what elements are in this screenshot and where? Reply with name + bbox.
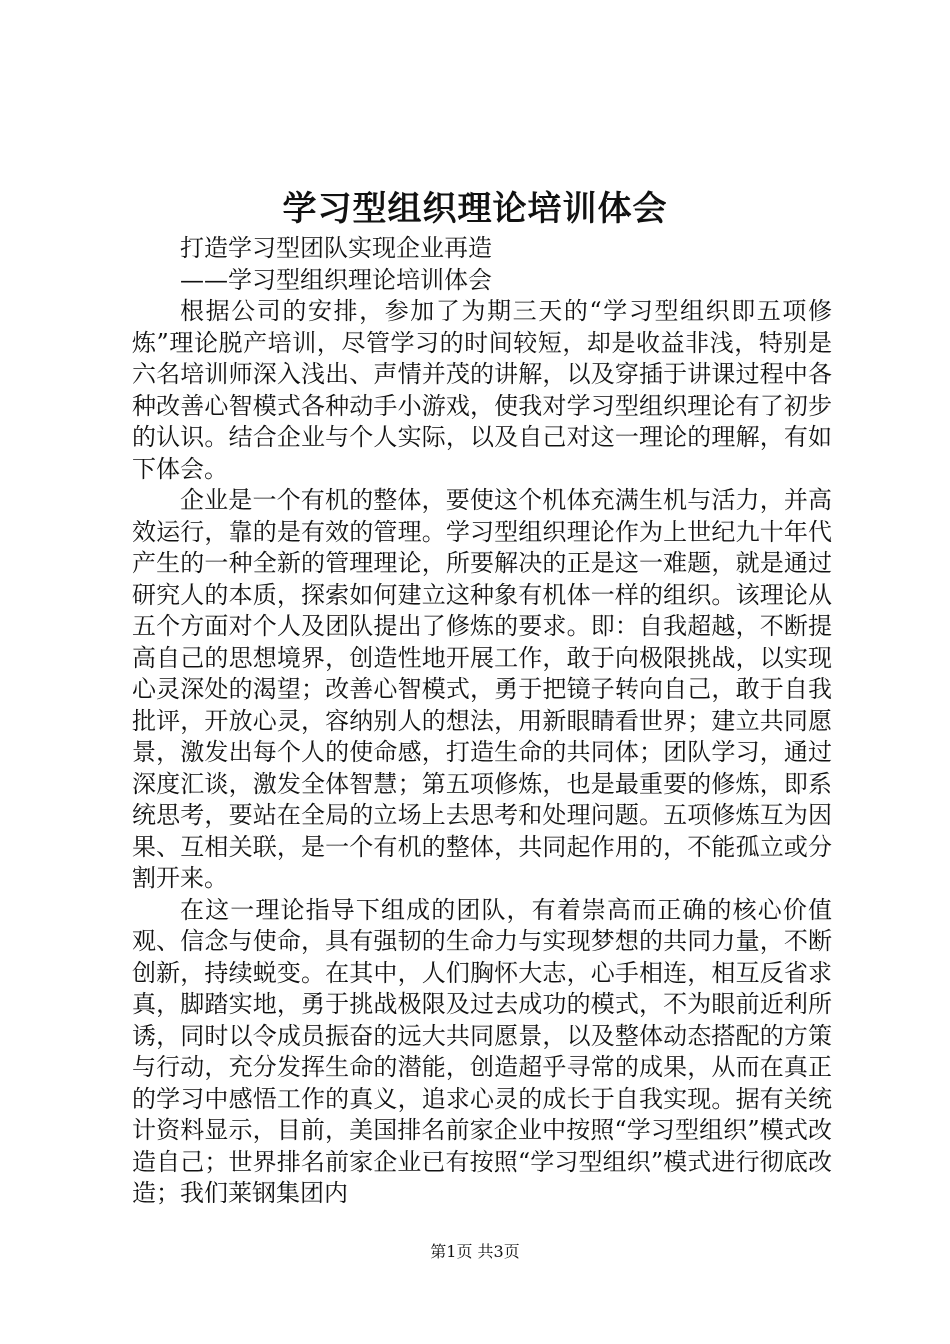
paragraph-1: 根据公司的安排，参加了为期三天的“学习型组织即五项修炼”理论脱产培训，尽管学习的时间较短，却是收益非浅，特别是六名培训师深入浅出、声情并茂的讲解，以及穿插于讲课过程中各种改善心智模式各种动手小游戏，使我对学习型组织理论有了初步的认识。结合企业与个人实际，以及自己对这一理论的理解，有如下体会。 bbox=[132, 297, 832, 483]
subtitle: 打造学习型团队实现企业再造 bbox=[180, 234, 492, 262]
document-title: 学习型组织理论培训体会 bbox=[282, 189, 668, 229]
paragraph-2: 企业是一个有机的整体，要使这个机体充满生机与活力，并高效运行，靠的是有效的管理。学习型组织理论作为上世纪九十年代产生的一种全新的管理理论，所要解决的正是这一难题，就是通过研究人的本质，探索如何建立这种象有机体一样的组织。该理论从五个方面对个人及团队提出了修炼的要求。即：自我超越，不断提高自己的思想境界，创造性地开展工作，敢于向极限挑战，以实现心灵深处的渴望；改善心智模式，勇于把镜子转向自己，敢于自我批评，开放心灵，容纳别人的想法，用新眼睛看世界；建立共同愿景，激发出每个人的使命感，打造生命的共同体；团队学习，通过深度汇谈，激发全体智慧；第五项修炼，也是最重要的修炼，即系统思考，要站在全局的立场上去思考和处理问题。五项修炼互为因果、互相关联，是一个有机的整体，共同起作用的，不能孤立或分割开来。 bbox=[132, 486, 832, 892]
page-number: 第1页 共3页 bbox=[430, 1242, 520, 1261]
paragraph-3: 在这一理论指导下组成的团队，有着崇高而正确的核心价值观、信念与使命，具有强韧的生命力与实现梦想的共同力量，不断创新，持续蜕变。在其中，人们胸怀大志，心手相连，相互反省求真，脚踏实地，勇于挑战极限及过去成功的模式，不为眼前近利所诱，同时以令成员振奋的远大共同愿景，以及整体动态搭配的方策与行动，充分发挥生命的潜能，创造超乎寻常的成果，从而在真正的学习中感悟工作的真义，追求心灵的成长于自我实现。据有关统计资料显示，目前，美国排名前家企业中按照“学习型组织”模式改造自己；世界排名前家企业已有按照“学习型组织”模式进行彻底改造；我们莱钢集团内 bbox=[132, 895, 832, 1207]
document-body bbox=[132, 233, 832, 1210]
subtitle-secondary: ——学习型组织理论培训体会 bbox=[180, 265, 492, 294]
